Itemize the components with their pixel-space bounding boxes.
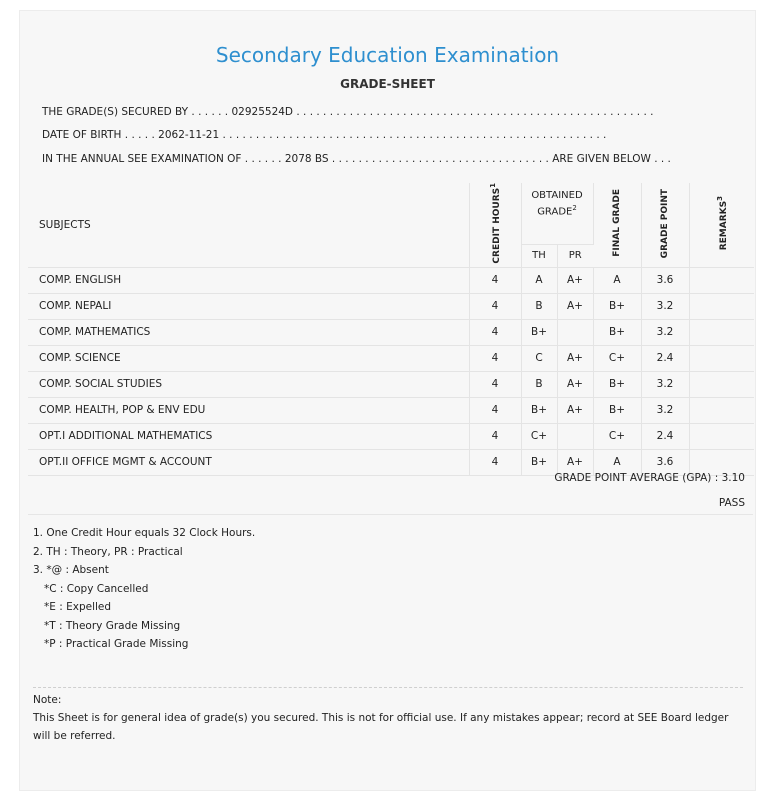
table-row [28, 345, 754, 371]
note [33, 687, 743, 745]
grade-sheet [19, 10, 756, 791]
th-grade-cell: B [521, 293, 557, 319]
legend-item: *C : Copy Cancelled [44, 582, 149, 595]
page-title: Secondary Education Examination [215, 43, 560, 67]
remarks-cell [689, 319, 754, 345]
final-grade-cell: C+ [593, 423, 641, 449]
grade-point-cell: 2.4 [641, 423, 689, 449]
subject-cell: COMP. SCIENCE [28, 345, 469, 371]
header-subjects: SUBJECTS [28, 183, 469, 267]
date-of-birth-line: DATE OF BIRTH . . . . . 2062-11-21 . . . . . . . . . . . . . . . . . . . . . . . . . . . . . . . . . . . . . . . . . . . . . . . . . . . . . . . . . . [42, 129, 607, 141]
header-th: TH [521, 244, 557, 267]
final-grade-cell: A [593, 267, 641, 293]
note-label: Note: [33, 694, 62, 706]
grade-point-cell: 3.2 [641, 319, 689, 345]
subject-cell: COMP. SOCIAL STUDIES [28, 371, 469, 397]
remarks-cell [689, 293, 754, 319]
credit-cell: 4 [469, 423, 521, 449]
th-grade-cell: C [521, 345, 557, 371]
grade-point-cell: 3.6 [641, 449, 689, 475]
header-final-grade: FINAL GRADE [593, 183, 641, 267]
remarks-cell [689, 397, 754, 423]
pr-grade-cell [557, 319, 593, 345]
table-row [28, 423, 754, 449]
credit-cell: 4 [469, 319, 521, 345]
credit-cell: 4 [469, 345, 521, 371]
examination-line: IN THE ANNUAL SEE EXAMINATION OF . . . . . . 2078 BS . . . . . . . . . . . . . . . . . . . . . . . . . . . . . . . . . ARE GIVEN BELOW . . . [42, 153, 671, 165]
symbol-number-line: THE GRADE(S) SECURED BY . . . . . . 02925524D . . . . . . . . . . . . . . . . . . . . . . . . . . . . . . . . . . . . . . . . . . . . . . . . . . . . . . [42, 106, 654, 118]
final-grade-cell: B+ [593, 319, 641, 345]
th-grade-cell: B+ [521, 319, 557, 345]
legend-item: 2. TH : Theory, PR : Practical [33, 545, 183, 558]
pr-grade-cell: A+ [557, 293, 593, 319]
subject-cell: OPT.I ADDITIONAL MATHEMATICS [28, 423, 469, 449]
divider [28, 514, 753, 515]
pr-grade-cell: A+ [557, 449, 593, 475]
table-row [28, 293, 754, 319]
credit-cell: 4 [469, 371, 521, 397]
table-header-row [28, 183, 754, 244]
remarks-cell [689, 267, 754, 293]
remarks-cell [689, 345, 754, 371]
pr-grade-cell: A+ [557, 371, 593, 397]
credit-cell: 4 [469, 397, 521, 423]
note-text: This Sheet is for general idea of grade(s) you secured. This is not for official use. If any mistakes appear; record at SEE Board ledger will be referred. [33, 712, 729, 742]
subject-cell: COMP. NEPALI [28, 293, 469, 319]
grade-point-cell: 3.6 [641, 267, 689, 293]
grade-point-cell: 3.2 [641, 371, 689, 397]
final-grade-cell: B+ [593, 371, 641, 397]
credit-cell: 4 [469, 293, 521, 319]
th-grade-cell: B+ [521, 449, 557, 475]
table-row [28, 267, 754, 293]
th-grade-cell: B+ [521, 397, 557, 423]
pr-grade-cell: A+ [557, 267, 593, 293]
grade-point-cell: 3.2 [641, 397, 689, 423]
table-row [28, 319, 754, 345]
legend-item: *E : Expelled [44, 601, 112, 613]
header-grade-point: GRADE POINT [641, 183, 689, 267]
gpa-value: GRADE POINT AVERAGE (GPA) : 3.10 [554, 472, 745, 484]
legend [33, 524, 255, 654]
table-row [28, 371, 754, 397]
credit-cell: 4 [469, 449, 521, 475]
th-grade-cell: A [521, 267, 557, 293]
table-row [28, 397, 754, 423]
final-grade-cell: B+ [593, 293, 641, 319]
subject-cell: COMP. ENGLISH [28, 267, 469, 293]
legend-item: *T : Theory Grade Missing [44, 619, 181, 632]
pr-grade-cell [557, 423, 593, 449]
grades-table [28, 183, 754, 476]
credit-cell: 4 [469, 267, 521, 293]
subject-cell: COMP. MATHEMATICS [28, 319, 469, 345]
th-grade-cell: B [521, 371, 557, 397]
page-subtitle: GRADE-SHEET [340, 77, 435, 91]
final-grade-cell: C+ [593, 345, 641, 371]
final-grade-cell: B+ [593, 397, 641, 423]
remarks-cell [689, 371, 754, 397]
final-grade-cell: A [593, 449, 641, 475]
header-credit-hours: CREDIT HOURS$^1$ [469, 183, 521, 267]
header-pr: PR [557, 244, 593, 267]
legend-item: *P : Practical Grade Missing [44, 638, 189, 650]
grade-point-cell: 3.2 [641, 293, 689, 319]
pr-grade-cell: A+ [557, 397, 593, 423]
th-grade-cell: C+ [521, 423, 557, 449]
legend-item: 3. *@ : Absent [33, 564, 109, 576]
subject-cell: OPT.II OFFICE MGMT & ACCOUNT [28, 449, 469, 475]
header-obtained-grade: OBTAINED GRADE$^2$ [521, 183, 593, 244]
subject-cell: COMP. HEALTH, POP & ENV EDU [28, 397, 469, 423]
remarks-cell [689, 423, 754, 449]
grade-point-cell: 2.4 [641, 345, 689, 371]
header-remarks: REMARKS$^3$ [689, 183, 754, 267]
result-status: PASS [718, 497, 745, 509]
legend-item: 1. One Credit Hour equals 32 Clock Hours. [33, 527, 256, 539]
pr-grade-cell: A+ [557, 345, 593, 371]
